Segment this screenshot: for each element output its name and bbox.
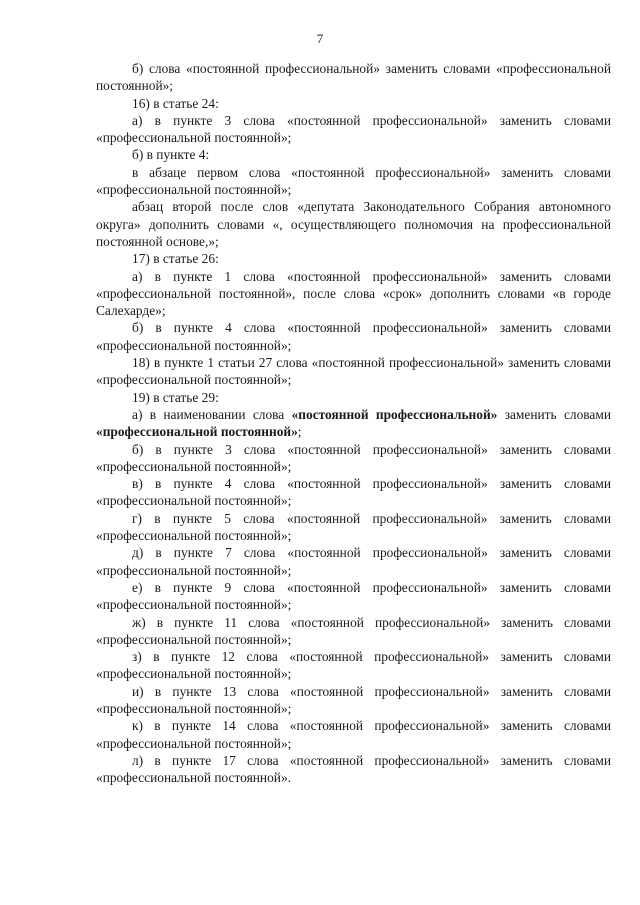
paragraph-17: 17) в статье 26: [132,251,219,267]
paragraph-19a-text-2: заменить словами [497,406,612,422]
paragraph-19a-bold-1: «постоянной профессиональной» [291,406,498,422]
paragraph-19v: в) в пункте 4 слова «постоянной профессиональной» заменить словами «профессиональной постоянной»; [96,476,611,509]
paragraph-19b: б) в пункте 3 слова «постоянной профессиональной» заменить словами «профессиональной постоянной»; [96,441,611,474]
paragraph-17a: а) в пункте 1 слова «постоянной профессиональной» заменить словами «профессиональной постоянной», после слова «срок» дополнить словами «в городе Салехарде»; [96,268,611,319]
paragraph-19a-text-3: ; [297,424,302,440]
paragraph-18: 18) в пункте 1 статьи 27 слова «постоянной профессиональной» заменить словами «профессиональной постоянной»; [96,355,611,388]
paragraph-16a: а) в пункте 3 слова «постоянной профессиональной» заменить словами «профессиональной постоянной»; [96,112,611,146]
paragraph-16b-abzac1: в абзаце первом слова «постоянной профессиональной» заменить словами «профессиональной постоянной»; [96,164,611,198]
paragraph-19zh: ж) в пункте 11 слова «постоянной профессиональной» заменить словами «профессиональной постоянной»; [96,614,611,647]
paragraph-19d: д) в пункте 7 слова «постоянной профессиональной» заменить словами «профессиональной постоянной»; [96,545,611,578]
paragraph-19z: з) в пункте 12 слова «постоянной профессиональной» заменить словами «профессиональной постоянной»; [96,649,611,682]
paragraph-16: 16) в статье 24: [132,95,219,111]
paragraph-19g: г) в пункте 5 слова «постоянной профессиональной» заменить словами «профессиональной постоянной»; [96,510,611,544]
paragraph-16b: б) в пункте 4: [132,147,210,163]
paragraph-19a-bold-2: «профессиональной постоянной» [96,424,298,440]
paragraph-19: 19) в статье 29: [132,389,219,405]
paragraph-19a [96,406,611,441]
paragraph-19l: л) в пункте 17 слова «постоянной профессиональной» заменить словами «профессиональной постоянной». [96,752,611,786]
paragraph-19a-text-1: а) в наименовании слова [132,406,292,422]
document-body [96,60,611,786]
paragraph-16b-abzac2: абзац второй после слов «депутата Законодательного Собрания автономного округа» дополнить словами «, осуществляющего полномочия на профессиональной постоянной основе,»; [96,199,611,249]
paragraph-17b: б) в пункте 4 слова «постоянной профессиональной» заменить словами «профессиональной постоянной»; [96,320,611,353]
paragraph-15b: б) слова «постоянной профессиональной» заменить словами «профессиональной постоянной»; [96,61,611,94]
paragraph-19e: е) в пункте 9 слова «постоянной профессиональной» заменить словами «профессиональной постоянной»; [96,579,611,613]
paragraph-19k: к) в пункте 14 слова «постоянной профессиональной» заменить словами «профессиональной постоянной»; [96,718,611,751]
paragraph-19i: и) в пункте 13 слова «постоянной профессиональной» заменить словами «профессиональной постоянной»; [96,683,611,716]
page-number: 7 [316,31,324,46]
